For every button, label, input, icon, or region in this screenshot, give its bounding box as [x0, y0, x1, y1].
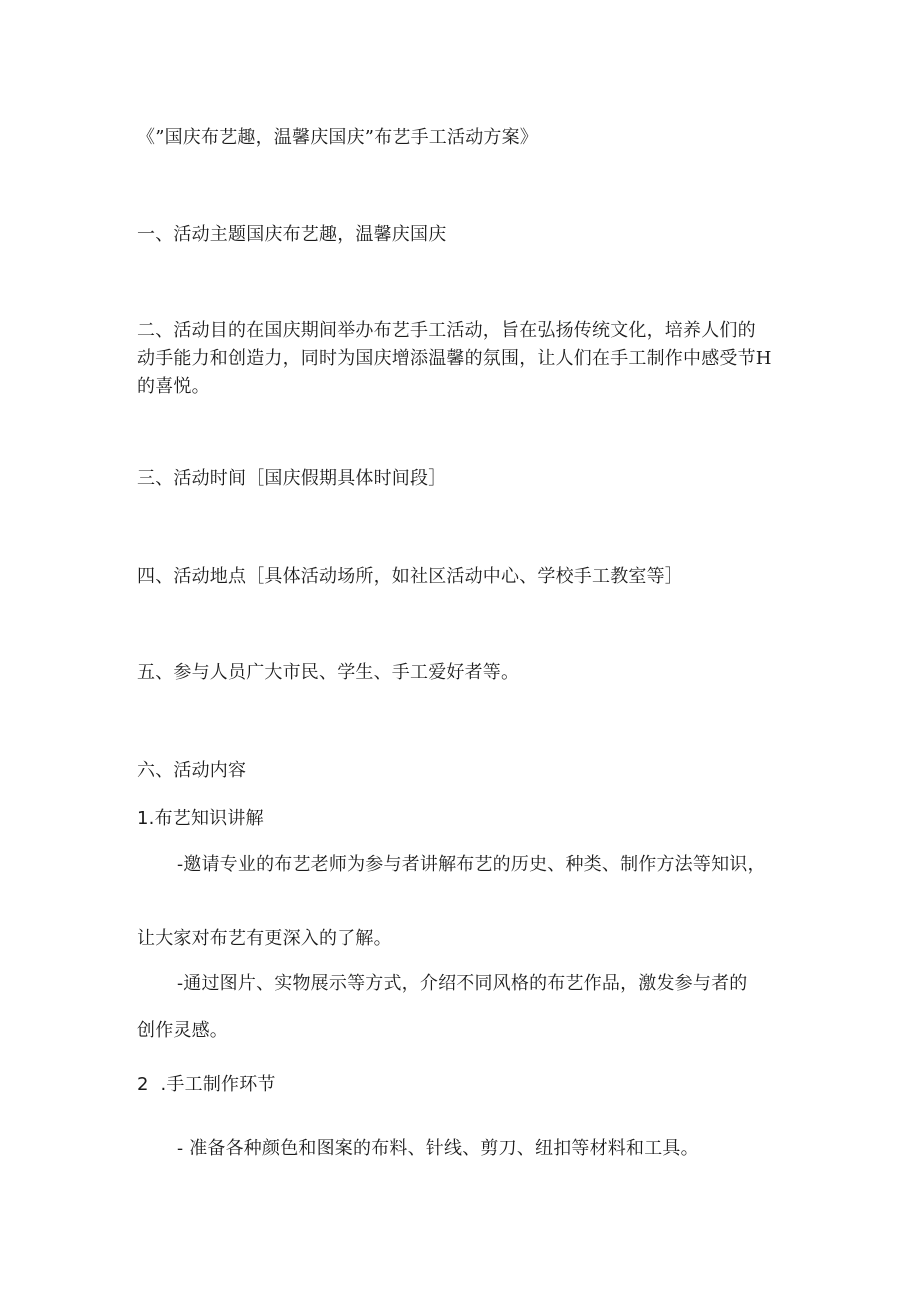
- section-purpose-line-3: 的喜悦。: [137, 376, 210, 397]
- section-purpose-line-1: 二、活动目的在国庆期间举办布艺手工活动，旨在弘扬传统文化，培养人们的: [137, 320, 756, 341]
- document-title: 《”国庆布艺趣，温馨庆国庆”布艺手工活动方案》: [137, 127, 539, 148]
- section-location: 四、活动地点［具体活动场所，如社区活动中心、学校手工教室等］: [137, 566, 683, 587]
- section-time: 三、活动时间［国庆假期具体时间段］: [137, 468, 447, 489]
- item-1-heading: 1.布艺知识讲解: [137, 808, 264, 829]
- section-theme: 一、活动主题国庆布艺趣，温馨庆国庆: [137, 224, 447, 245]
- section-participants: 五、参与人员广大市民、学生、手工爱好者等。: [137, 662, 520, 683]
- item-2-heading: 2 .手工制作环节: [137, 1074, 276, 1095]
- item-1-bullet-2-line-2: 创作灵感。: [137, 1020, 228, 1041]
- item-1-bullet-2-line-1: -通过图片、实物展示等方式，介绍不同风格的布艺作品，激发参与者的: [177, 973, 748, 994]
- section-content-heading: 六、活动内容: [137, 760, 247, 781]
- item-2-bullet-1: - 准备各种颜色和图案的布料、针线、剪刀、纽扣等材料和工具。: [177, 1138, 699, 1159]
- item-1-bullet-1-line-1: -邀请专业的布艺老师为参与者讲解布艺的历史、种类、制作方法等知识，: [177, 854, 766, 875]
- item-1-bullet-1-line-2: 让大家对布艺有更深入的了解。: [137, 928, 392, 949]
- section-purpose-line-2: 动手能力和创造力，同时为国庆增添温馨的氛围，让人们在手工制作中感受节H: [137, 348, 772, 369]
